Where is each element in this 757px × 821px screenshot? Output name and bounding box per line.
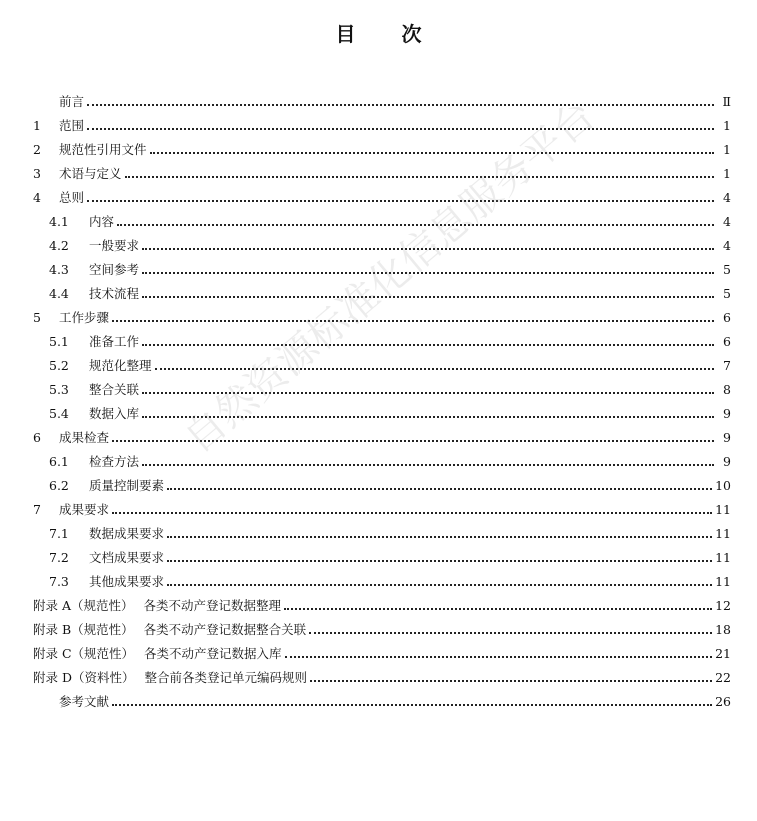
toc-entry[interactable] — [33, 282, 731, 306]
toc-entry-page: 11 — [715, 502, 731, 517]
toc-leader-dots — [117, 224, 714, 226]
toc-entry-number: 6.2 — [49, 478, 69, 493]
toc-leader-dots — [167, 536, 712, 538]
toc-entry-label: 其他成果要求 — [89, 574, 165, 589]
toc-entry-number: 附录 B（规范性） — [33, 622, 134, 637]
toc-leader-dots — [112, 512, 712, 514]
toc-entry-number: 4.2 — [49, 238, 69, 253]
toc-entry[interactable] — [33, 114, 731, 138]
toc-entry[interactable] — [33, 210, 731, 234]
toc-entry-label: 检查方法 — [89, 454, 140, 469]
toc-entry-number: 7.2 — [49, 550, 69, 565]
toc-entry-number: 附录 C（规范性） — [33, 646, 135, 661]
toc-entry-label: 准备工作 — [89, 334, 140, 349]
toc-entry-label: 数据入库 — [89, 406, 140, 421]
toc-entry-page: 22 — [715, 670, 731, 685]
toc-leader-dots — [112, 704, 712, 706]
toc-entry[interactable] — [33, 546, 731, 570]
toc-entry[interactable] — [33, 162, 731, 186]
toc-entry[interactable] — [33, 522, 731, 546]
toc-entry-label: 空间参考 — [89, 262, 140, 277]
toc-entry-label: 整合关联 — [89, 382, 140, 397]
toc-leader-dots — [155, 368, 714, 370]
toc-entry[interactable] — [33, 306, 731, 330]
toc-entry-number: 3 — [33, 166, 41, 181]
toc-entry[interactable] — [33, 594, 731, 618]
toc-entry-label: 技术流程 — [89, 286, 140, 301]
toc-entry-page: 21 — [715, 646, 731, 661]
toc-leader-dots — [125, 176, 714, 178]
toc-entry-page: 11 — [715, 526, 731, 541]
toc-entry-page: 5 — [723, 262, 731, 277]
toc-entry[interactable] — [33, 666, 731, 690]
toc-entry-label: 前言 — [59, 94, 85, 109]
toc-entry-number: 7.1 — [49, 526, 69, 541]
toc-entry-number: 附录 A（规范性） — [33, 598, 134, 613]
toc-entry-label: 总则 — [59, 190, 85, 205]
toc-entry[interactable] — [33, 234, 731, 258]
toc-entry-number: 7.3 — [49, 574, 69, 589]
toc-entry-page: 4 — [723, 190, 731, 205]
toc-entry-page: 9 — [723, 406, 731, 421]
toc-leader-dots — [142, 392, 714, 394]
toc-entry-page: Ⅱ — [722, 94, 731, 109]
toc-leader-dots — [150, 152, 714, 154]
toc-entry-label: 术语与定义 — [59, 166, 122, 181]
toc-entry-number: 5.4 — [49, 406, 69, 421]
toc-entry-page: 26 — [715, 694, 731, 709]
toc-entry-number: 1 — [33, 118, 41, 133]
toc-leader-dots — [87, 200, 714, 202]
toc-entry-label: 参考文献 — [59, 694, 110, 709]
toc-entry-page: 9 — [723, 430, 731, 445]
toc-leader-dots — [142, 464, 714, 466]
toc-entry-label: 文档成果要求 — [89, 550, 165, 565]
toc-entry-number: 6 — [33, 430, 41, 445]
toc-entry-page: 4 — [723, 238, 731, 253]
toc-leader-dots — [167, 584, 712, 586]
toc-leader-dots — [142, 344, 714, 346]
toc-leader-dots — [309, 632, 712, 634]
toc-leader-dots — [310, 680, 712, 682]
toc-entry-label: 规范化整理 — [89, 358, 152, 373]
toc-entry[interactable] — [33, 426, 731, 450]
toc-entry[interactable] — [33, 378, 731, 402]
toc-leader-dots — [142, 272, 714, 274]
page-title — [0, 18, 757, 47]
toc-entry-page: 9 — [723, 454, 731, 469]
toc-entry[interactable] — [33, 402, 731, 426]
toc-entry-page: 10 — [715, 478, 731, 493]
toc-leader-dots — [112, 320, 714, 322]
toc-leader-dots — [87, 104, 714, 106]
toc-entry-label: 数据成果要求 — [89, 526, 165, 541]
toc-entry-number: 5 — [33, 310, 41, 325]
toc-entry-number: 4.4 — [49, 286, 69, 301]
toc-entry[interactable] — [33, 450, 731, 474]
toc-leader-dots — [284, 608, 712, 610]
table-of-contents — [33, 90, 731, 714]
toc-entry-page: 6 — [723, 310, 731, 325]
toc-entry-page: 5 — [723, 286, 731, 301]
toc-entry[interactable] — [33, 186, 731, 210]
toc-leader-dots — [142, 416, 714, 418]
toc-entry[interactable] — [33, 642, 731, 666]
toc-entry-page: 8 — [723, 382, 731, 397]
toc-entry-number: 7 — [33, 502, 41, 517]
toc-entry-page: 11 — [715, 550, 731, 565]
toc-entry[interactable] — [33, 474, 731, 498]
toc-entry[interactable] — [33, 330, 731, 354]
toc-entry-number: 2 — [33, 142, 41, 157]
toc-entry-number: 4.3 — [49, 262, 69, 277]
toc-entry-page: 1 — [723, 166, 731, 181]
toc-entry[interactable] — [33, 618, 731, 642]
toc-entry-number: 4 — [33, 190, 41, 205]
toc-entry-label: 成果检查 — [59, 430, 110, 445]
toc-entry-label: 工作步骤 — [59, 310, 110, 325]
title-char-2: 次 — [401, 22, 422, 46]
toc-leader-dots — [112, 440, 714, 442]
toc-entry-label: 整合前各类登记单元编码规则 — [144, 670, 308, 685]
toc-entry-number: 4.1 — [49, 214, 69, 229]
toc-entry-number: 5.3 — [49, 382, 69, 397]
toc-entry-page: 4 — [723, 214, 731, 229]
toc-entry-label: 范围 — [59, 118, 85, 133]
toc-entry[interactable] — [33, 354, 731, 378]
toc-entry[interactable] — [33, 258, 731, 282]
toc-entry-label: 成果要求 — [59, 502, 110, 517]
toc-entry[interactable] — [33, 498, 731, 522]
toc-entry-label: 各类不动产登记数据整合关联 — [143, 622, 307, 637]
toc-entry[interactable] — [33, 690, 731, 714]
toc-entry[interactable] — [33, 90, 731, 114]
toc-leader-dots — [167, 560, 712, 562]
toc-entry-number: 5.1 — [49, 334, 69, 349]
toc-entry-page: 11 — [715, 574, 731, 589]
toc-entry-number: 6.1 — [49, 454, 69, 469]
toc-entry-page: 1 — [723, 118, 731, 133]
toc-entry[interactable] — [33, 570, 731, 594]
toc-leader-dots — [285, 656, 713, 658]
toc-entry-page: 1 — [723, 142, 731, 157]
toc-entry[interactable] — [33, 138, 731, 162]
toc-entry-label: 内容 — [89, 214, 115, 229]
toc-entry-page: 6 — [723, 334, 731, 349]
toc-entry-label: 一般要求 — [89, 238, 140, 253]
toc-leader-dots — [87, 128, 714, 130]
toc-entry-label: 规范性引用文件 — [59, 142, 147, 157]
toc-entry-label: 各类不动产登记数据入库 — [144, 646, 282, 661]
toc-leader-dots — [167, 488, 712, 490]
watermark: 自然资源标准化信息服务平台 — [175, 92, 604, 463]
toc-entry-page: 7 — [723, 358, 731, 373]
toc-entry-page: 18 — [715, 622, 731, 637]
toc-entry-page: 12 — [715, 598, 731, 613]
toc-leader-dots — [142, 248, 714, 250]
toc-entry-label: 各类不动产登记数据整理 — [143, 598, 282, 613]
toc-leader-dots — [142, 296, 714, 298]
title-char-1: 目 — [335, 22, 356, 46]
toc-entry-number: 附录 D（资料性） — [33, 670, 135, 685]
toc-entry-number: 5.2 — [49, 358, 69, 373]
toc-entry-label: 质量控制要素 — [89, 478, 165, 493]
